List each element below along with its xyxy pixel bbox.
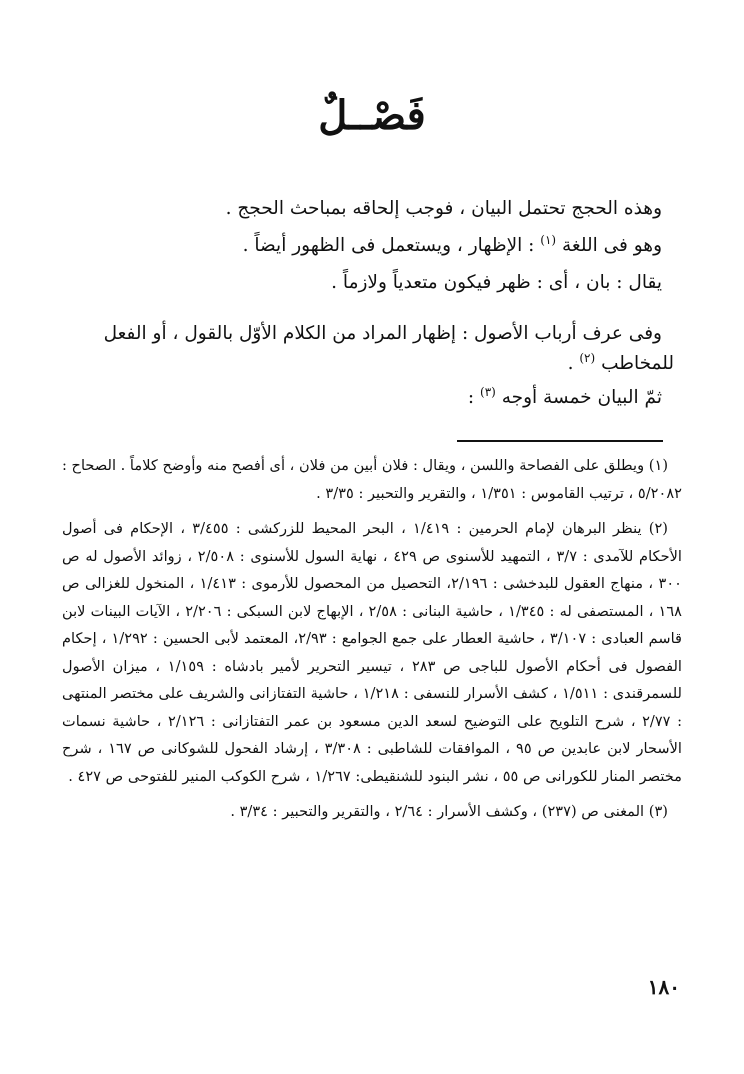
paragraph-text: . [567,353,574,374]
footnote-1: (١) ويطلق على الفصاحة واللسن ، ويقال : فلان أبين من فلان ، أى أفصح منه وأوضح كلاماً . الصحاح : ٥/٢٠٨٢ ، ترتيب القاموس : ١/٣٥١ ، والتقرير والتحبير : ٣/٣٥ . [62,457,682,502]
footnote-reference: (٣) [480,384,496,399]
paragraph-text: وفى عرف أرباب الأصول : إظهار المراد من الكلام الأوّل بالقول ، أو الفعل للمخاطب [103,323,674,374]
chapter-title: فَصْــلٌ [318,92,426,139]
page-number: ١٨٠ [647,975,680,999]
footnote-reference: (٢) [579,350,596,365]
body-text [60,190,674,416]
body-paragraph-1 [60,190,674,227]
footnote-2: (٢) ينظر البرهان لإمام الحرمين : ١/٤١٩ ، البحر المحيط للزركشى : ٣/٤٥٥ ، الإحكام فى أصول الأحكام للآمدى : ٣/٧ ، التمهيد للأسنوى ص ٤٢٩ ، نهاية السول للأسنوى : ٢/٥٠٨ ، زوائد الأصول له ص ٣٠٠ ، منهاج العقول للبدخشى : ٢/١٩٦، التحصيل من المحصول للأرموى : ١/٤١٣ ، المنخول للغزالى ص ١٦٨ ، المستصفى له : ١/٣٤٥ ، حاشية البنانى : ٢/٥٨ ، الإبهاج لابن السبكى : ٢/٢٠٦ ، الآيات البينات لابن قاسم العبادى : ٣/١٠٧ ، حاشية العطار على جمع الجوامع : ٢/٩٣، المعتمد لأبى الحسين : ١/٢٩٢ ، إحكام الفصول فى أحكام الأصول للباجى ص ٢٨٣ ، تيسير التحرير لأمير بادشاه : ١/١٥٩ ، ميزان الأصول للسمرقندى : ١/٥١١ ، كشف الأسرار للنسفى : ١/٢١٨ ، حاشية التفتازانى والشريف على مختصر المنتهى : ٢/٧٧ ، شرح التلويح على التوضيح لسعد الدين مسعود بن عمر التفتازانى : ٢/١٢٦ ، حاشية نسمات الأسحار لابن عابدين ص ٩٥ ، الموافقات للشاطبى : ٣/٣٠٨ ، إرشاد الفحول للشوكانى ص ١٦٧ ، شرح مختصر المنار للكورانى ص ٥٥ ، نشر البنود للشنقيطى: ١/٢٦٧ ، شرح الكوكب المنير للفتوحى ص ٤٢٧ . [62,520,683,785]
footnote-reference: (١) [540,232,557,247]
body-paragraph-4 [60,319,674,379]
paragraph-text: يقال : بان ، أى : ظهر فيكون متعدياً ولازماً . [331,272,662,293]
paragraph-text: : [467,387,475,408]
footnote-3: (٣) المغنى ص (٢٣٧) ، وكشف الأسرار : ٢/٦٤ ، والتقرير والتحبير : ٣/٣٤ . [230,803,668,820]
paragraph-text: وهذه الحجج تحتمل البيان ، فوجب إلحاقه بمباحث الحجج . [225,198,662,219]
paragraph-text: ثمّ البيان خمسة أوجه [501,387,662,408]
body-paragraph-3 [60,264,674,301]
body-paragraph-2 [60,227,674,264]
footnote-divider [457,440,663,442]
paragraph-text: : الإظهار ، ويستعمل فى الظهور أيضاً . [242,235,535,256]
footnotes [62,452,682,826]
paragraph-text: وهو فى اللغة [561,235,662,256]
body-paragraph-5 [60,379,674,416]
